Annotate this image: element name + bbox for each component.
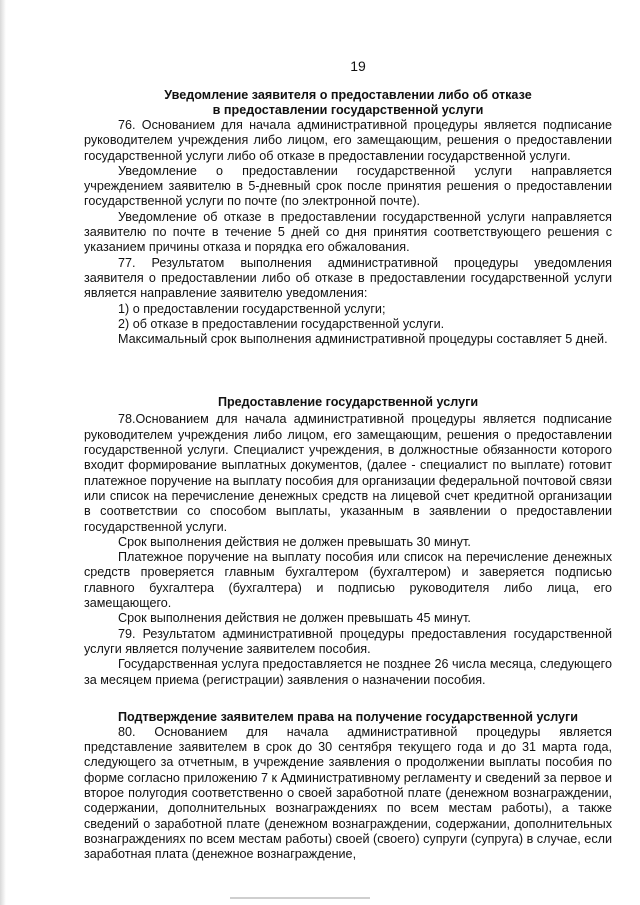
paragraph: Государственная услуга предоставляется не позднее 26 числа месяца, следующего за месяцем приема (регистрации) заявления о назначении пособия. bbox=[84, 657, 612, 687]
paragraph: Срок выполнения действия не должен превышать 45 минут. bbox=[118, 611, 471, 626]
list-item: 2) об отказе в предоставлении государственной услуги. bbox=[118, 316, 445, 331]
section-heading: Предоставление государственной услуги bbox=[217, 395, 479, 410]
paragraph: Срок выполнения действия не должен превышать 30 минут. bbox=[118, 534, 471, 549]
section-confirmation bbox=[84, 710, 612, 863]
scan-bottom-mark bbox=[230, 897, 370, 899]
paragraph: 79. Результатом административной процедуры предоставления государственной услуги является получение заявителем пособия. bbox=[84, 626, 612, 656]
section-notification bbox=[84, 88, 612, 347]
page-number: 19 bbox=[350, 58, 366, 74]
paragraph: Максимальный срок выполнения административной процедуры составляет 5 дней. bbox=[118, 332, 608, 347]
paragraph: 80. Основанием для начала административной процедуры является представление заявителем в срок до 30 сентября текущего года и до 31 марта года, следующего за отчетным, в учреждение заявления о продолжении выплаты пособия по форме согласно приложению 7 к Административному регламенту и сведений за первое и второе полугодия соответственно о своей заработной плате (денежном вознаграждении, содержании, дополнительных вознаграждениях по всем местам работы), а также сведений о заработной плате (денежном вознаграждении, содержании, дополнительных вознаграждениях по всем местам работы) своей (своего) супруги (супруга) в случае, если заработная плата (денежное вознаграждение, bbox=[84, 724, 612, 862]
spacer bbox=[84, 347, 612, 395]
section-heading: Подтверждение заявителем права на получение государственной услуги bbox=[117, 709, 579, 724]
section-heading: Уведомление заявителя о предоставлении либо об отказе bbox=[164, 88, 532, 102]
spacer bbox=[84, 688, 612, 710]
paragraph: Уведомление об отказе в предоставлении государственной услуги направляется заявителю по почте в течение 5 дней со дня принятия соответствующего решения с указанием причины отказа и порядка его обжалования. bbox=[84, 209, 612, 255]
list-item: 1) о предоставлении государственной услуги; bbox=[118, 301, 386, 316]
paragraph: 76. Основанием для начала административной процедуры является подписание руководителем учреждения либо лицом, его замещающим, решения о предоставлении государственной услуги либо об отказе в предоставлении государственной услуги. bbox=[84, 118, 612, 163]
paragraph: 78.Основанием для начала административной процедуры является подписание руководителем учреждения либо лицом, его замещающим, решения о предоставлении государственной услуги. Специалист учреждения, в должностные обязанности которого входит формирование выплатных документов, (далее - специалист по выплате) готовит платежное поручение на выплату пособия для организации федеральной почтовой связи или список на перечисление денежных средств на лицевой счет кредитной организации в соответствии со способом выплаты, указанным в заявлении о предоставлении государственной услуги. bbox=[84, 412, 612, 534]
section-provision bbox=[84, 395, 612, 687]
paragraph: Уведомление о предоставлении государственной услуги направляется учреждением заявителю в 5-дневный срок после принятия решения о предоставлении государственной услуги по почте (по электронной почте). bbox=[84, 163, 612, 209]
scan-edge-shadow bbox=[0, 0, 6, 905]
paragraph: Платежное поручение на выплату пособия или список на перечисление денежных средств проверяется главным бухгалтером (бухгалтером) и заверяется подписью главного бухгалтера (бухгалтера) и подписью руководителя либо лица, его замещающего. bbox=[84, 550, 612, 611]
section-heading-continued: в предоставлении государственной услуги bbox=[212, 103, 484, 117]
paragraph: 77. Результатом выполнения административной процедуры уведомления заявителя о предоставлении либо об отказе в предоставлении государственной услуги является направление заявителю уведомления: bbox=[84, 255, 612, 301]
